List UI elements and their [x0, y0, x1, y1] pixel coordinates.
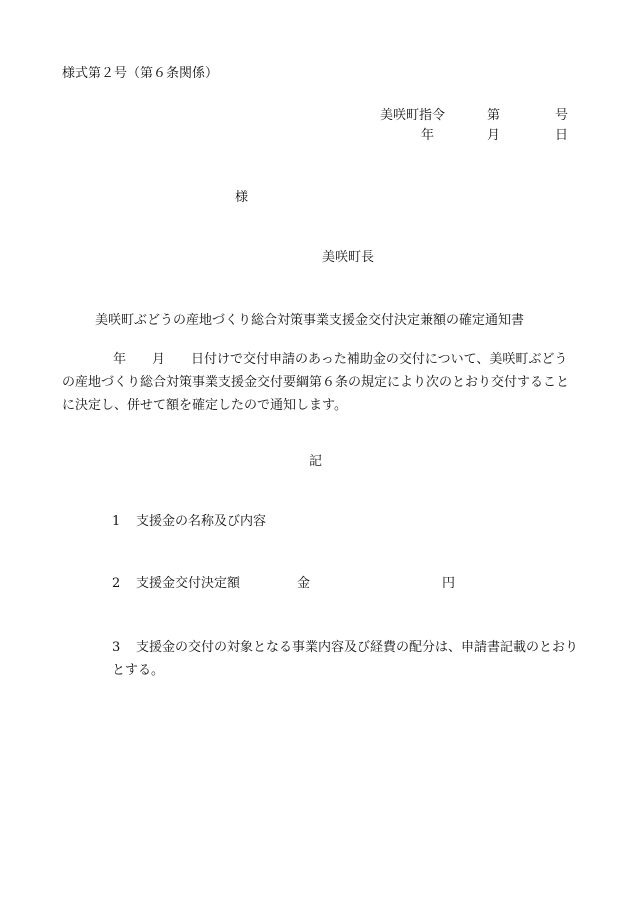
- item-3: [112, 636, 582, 682]
- item-2-number: 2: [112, 576, 121, 591]
- date-month: 月: [487, 128, 501, 143]
- form-label: 様式第２号（第６条関係）: [62, 66, 219, 81]
- doc-number-go: 号: [555, 108, 569, 123]
- body-text: 日付けで交付申請のあった補助金の交付について、美咲町ぶどうの産地づくり総合対策事業支援金交付要綱第６条の規定により次のとおり交付することに決定し、併せて額を確定したので通知します。: [62, 352, 570, 413]
- item-2-kin: 金: [297, 576, 311, 591]
- body-month: 月: [152, 352, 166, 367]
- sender: 美咲町長: [322, 250, 375, 265]
- item-3-text: 支援金の交付の対象となる事業内容及び経費の配分は、申請書記載のとおりとする。: [112, 640, 579, 678]
- doc-number-prefix: 美咲町指令: [380, 108, 446, 123]
- item-1-number: 1: [112, 514, 121, 529]
- addressee-suffix: 様: [235, 190, 249, 205]
- item-1-text: 支援金の名称及び内容: [136, 514, 267, 529]
- body-paragraph: [62, 348, 576, 417]
- item-3-number: 3: [112, 640, 121, 655]
- item-2-text: 支援金交付決定額: [136, 576, 241, 591]
- date-day: 日: [555, 128, 569, 143]
- date-year: 年: [421, 128, 435, 143]
- item-2-yen: 円: [442, 576, 456, 591]
- doc-number-dai: 第: [487, 108, 501, 123]
- ki-label: 記: [309, 454, 323, 469]
- document-title: 美咲町ぶどうの産地づくり総合対策事業支援金交付決定兼額の確定通知書: [95, 313, 525, 328]
- body-year: 年: [113, 352, 127, 367]
